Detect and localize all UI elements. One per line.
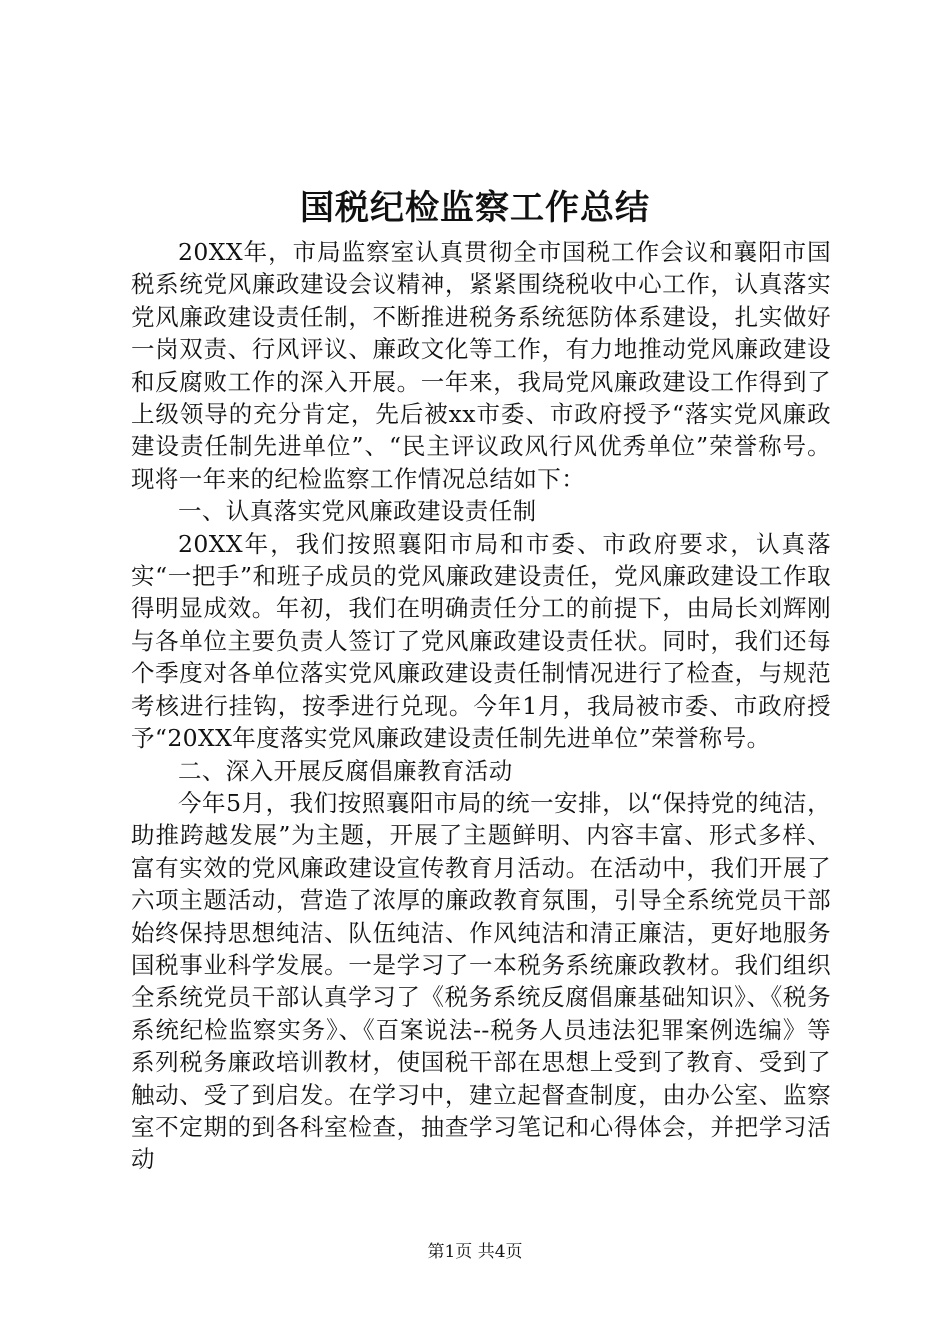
document-title: 国税纪检监察工作总结 [300,188,650,228]
paragraph-section-1: 20XX年，我们按照襄阳市局和市委、市政府要求，认真落实“一把手”和班子成员的党风廉政建设责任，党风廉政建设工作取得明显成效。年初，我们在明确责任分工的前提下，由局长刘辉刚与各单位主要负责人签订了党风廉政建设责任状。同时，我们还每个季度对各单位落实党风廉政建设责任制情况进行了检查，与规范考核进行挂钩，按季进行兑现。今年1月，我局被市委、市政府授予“20XX年度落实党风廉政建设责任制先进单位”荣誉称号。 [131,529,831,753]
document-body [131,236,831,1176]
paragraph-section-2: 今年5月，我们按照襄阳市局的统一安排，以“保持党的纯洁，助推跨越发展”为主题，开展了主题鲜明、内容丰富、形式多样、富有实效的党风廉政建设宣传教育月活动。在活动中，我们开展了六项主题活动，营造了浓厚的廉政教育氛围，引导全系统党员干部始终保持思想纯洁、队伍纯洁、作风纯洁和清正廉洁，更好地服务国税事业科学发展。一是学习了一本税务系统廉政教材。我们组织全系统党员干部认真学习了《税务系统反腐倡廉基础知识》、《税务系统纪检监察实务》、《百案说法--税务人员违法犯罪案例选编》等系列税务廉政培训教材，使国税干部在思想上受到了教育、受到了触动、受了到启发。在学习中，建立起督查制度，由办公室、监察室不定期的到各科室检查，抽查学习笔记和心得体会，并把学习活动 [131,788,831,1174]
page-footer: 第1页 共4页 [427,1242,523,1262]
section-heading-2: 二、深入开展反腐倡廉教育活动 [178,756,513,785]
section-heading-1: 一、认真落实党风廉政建设责任制 [178,497,537,526]
paragraph-intro: 20XX年，市局监察室认真贯彻全市国税工作会议和襄阳市国税系统党风廉政建设会议精神，紧紧围绕税收中心工作，认真落实党风廉政建设责任制，不断推进税务系统惩防体系建设，扎实做好一岗双责、行风评议、廉政文化等工作，有力地推动党风廉政建设和反腐败工作的深入开展。一年来，我局党风廉政建设工作得到了上级领导的充分肯定，先后被xx市委、市政府授予“落实党风廉政建设责任制先进单位”、“民主评议政风行风优秀单位”荣誉称号。现将一年来的纪检监察工作情况总结如下： [131,238,831,493]
